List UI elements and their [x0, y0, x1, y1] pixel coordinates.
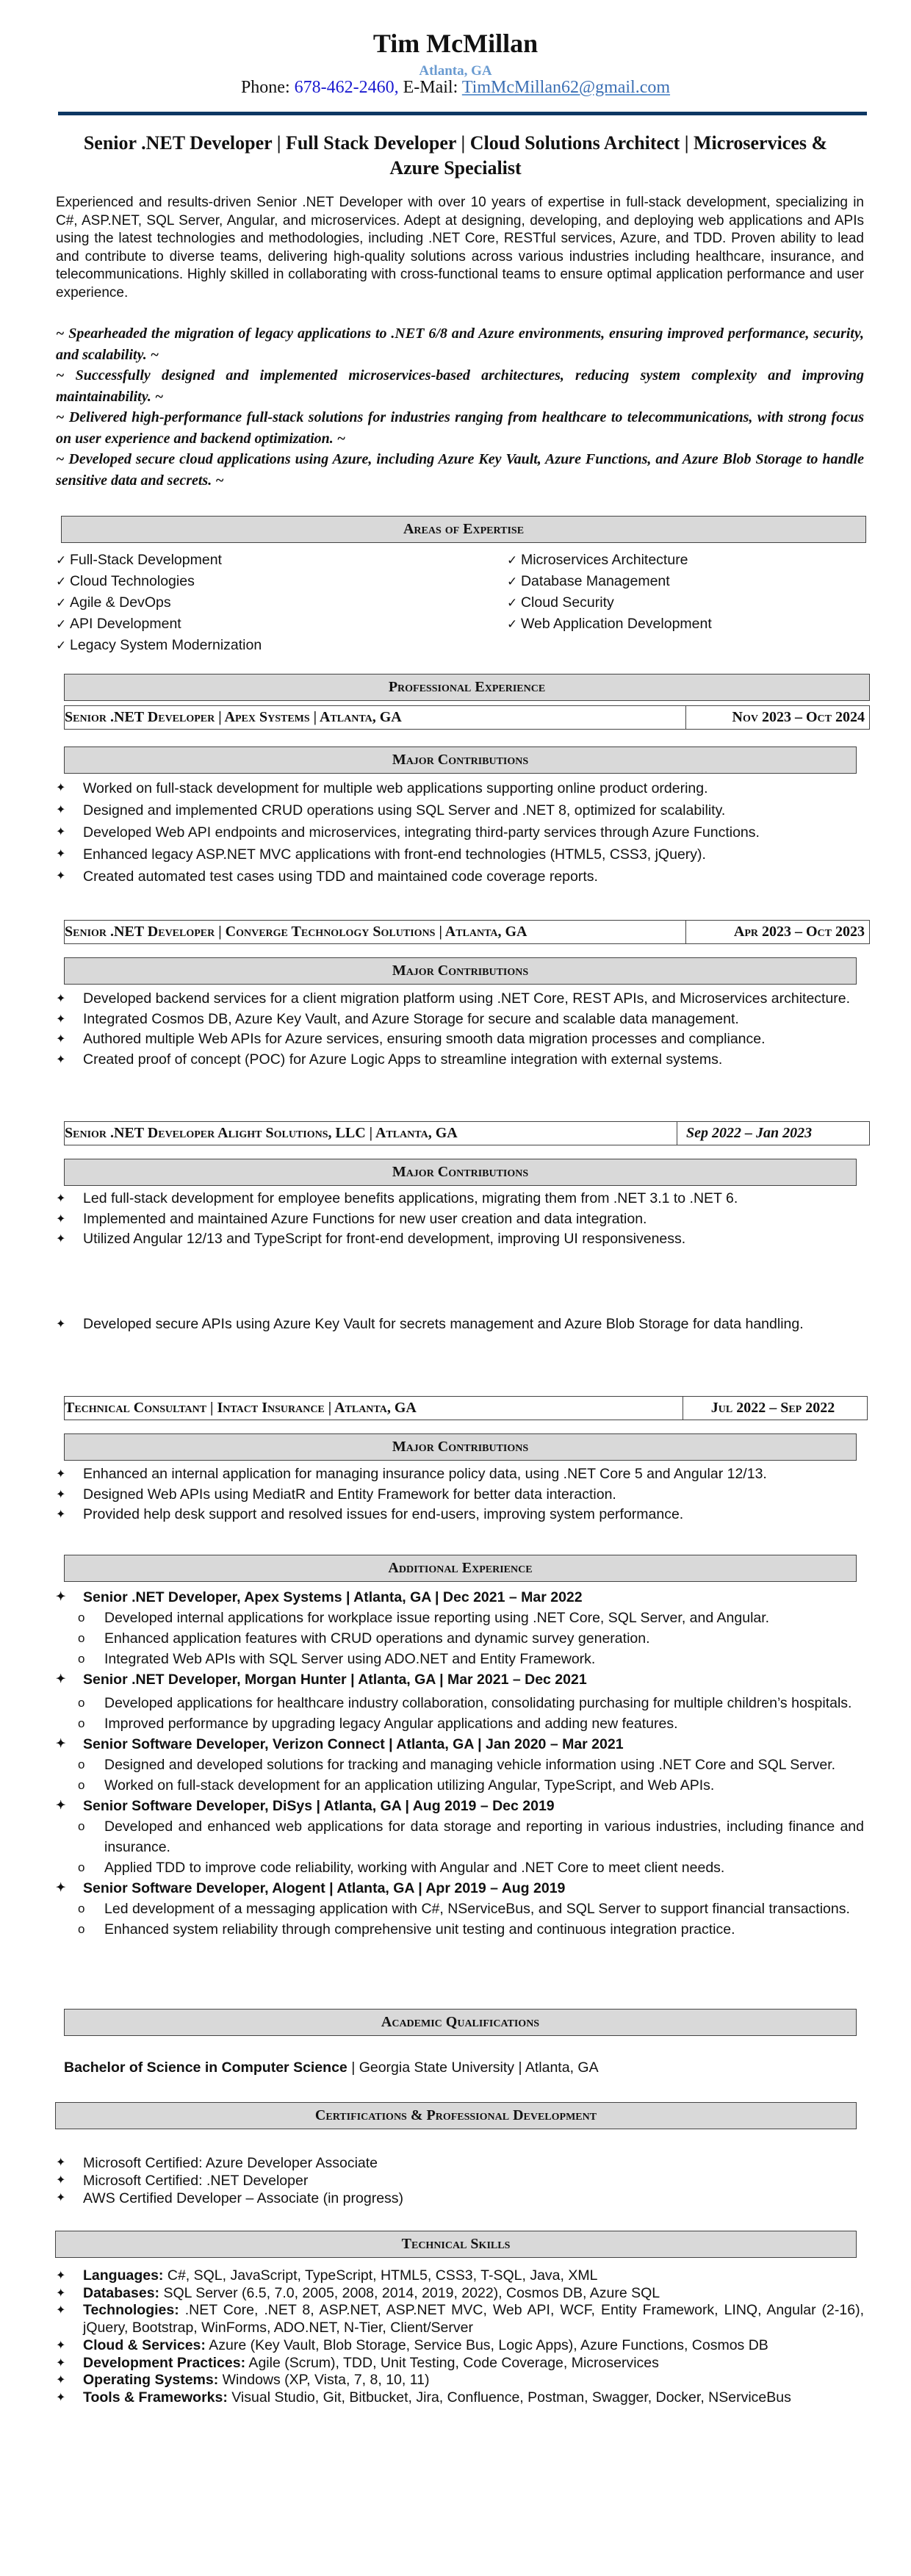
- role-item: o Integrated Web APIs with SQL Server using ADO.NET and Entity Framework.: [56, 1649, 864, 1669]
- certification-list: [56, 2154, 864, 2207]
- expertise-item: ✓ Full-Stack Development: [56, 550, 262, 571]
- skill-label: Technologies:: [83, 2302, 179, 2319]
- skill-value: SQL Server (6.5, 7.0, 2005, 2008, 2014, 2019, 2022), Cosmos DB, Azure SQL: [159, 2284, 660, 2301]
- bullet-item: ✦ Worked on full-stack development for multiple web applications supporting online product ordering.: [56, 777, 864, 799]
- bullet-item: ✦ Enhanced an internal application for managing insurance policy data, using .NET Core 5 and Angular 12/13.: [56, 1464, 864, 1485]
- expertise-item: ✓ Legacy System Modernization: [56, 635, 262, 656]
- job-title: Senior .NET Developer Alight Solutions, LLC | Atlanta, GA: [65, 1122, 677, 1145]
- highlight-item: ~ Delivered high-performance full-stack solutions for industries ranging from healthcare to telecommunications, with strong focus on user experience and backend optimization. ~: [56, 409, 864, 447]
- skill-item: [56, 2389, 864, 2407]
- school-info: | Georgia State University | Atlanta, GA: [347, 2059, 599, 2076]
- role-item: o Developed internal applications for workplace issue reporting using .NET Core, SQL Server, and Angular.: [56, 1608, 864, 1628]
- section-header-academic: Academic Qualifications: [64, 2009, 857, 2036]
- professional-headline: Senior .NET Developer | Full Stack Developer | Cloud Solutions Architect | Microservices & Azure Specialist: [83, 132, 828, 179]
- role-item: o Improved performance by upgrading legacy Angular applications and adding new features.: [56, 1713, 864, 1734]
- section-header-skills: Technical Skills: [55, 2231, 857, 2258]
- job-dates: Apr 2023 – Oct 2023: [733, 924, 865, 940]
- bullet-item: ✦ Utilized Angular 12/13 and TypeScript for front-end development, improving UI responsiveness.: [56, 1229, 864, 1250]
- header-divider: [58, 112, 867, 115]
- expertise-item: ✓ Agile & DevOps: [56, 592, 262, 614]
- education-entry: [64, 2059, 599, 2076]
- role-item: o Enhanced application features with CRUD operations and dynamic survey generation.: [56, 1628, 864, 1649]
- contact-line: [0, 78, 911, 98]
- bullet-item: ✦ Provided help desk support and resolved issues for end-users, improving system performance.: [56, 1505, 864, 1525]
- role-heading: ✦ Senior .NET Developer, Morgan Hunter | Atlanta, GA | Mar 2021 – Dec 2021: [56, 1669, 864, 1690]
- skill-value: Agile (Scrum), TDD, Unit Testing, Code Coverage, Microservices: [245, 2354, 659, 2371]
- expertise-list-left: [56, 550, 262, 656]
- bullet-item: ✦ Integrated Cosmos DB, Azure Key Vault, and Azure Storage for secure and scalable data management.: [56, 1010, 864, 1030]
- section-header-expertise: Areas of Expertise: [61, 516, 866, 543]
- skill-item: [56, 2302, 864, 2336]
- bullet-item: ✦ Designed and implemented CRUD operations using SQL Server and .NET 8, optimized for scalability.: [56, 799, 864, 821]
- certification-item: ✦ AWS Certified Developer – Associate (in progress): [56, 2190, 864, 2207]
- skill-label: Tools & Frameworks:: [83, 2389, 228, 2406]
- skill-item: [56, 2355, 864, 2372]
- skill-item: [56, 2337, 864, 2355]
- section-header-contributions: Major Contributions: [64, 957, 857, 985]
- bullet-item: ✦ Authored multiple Web APIs for Azure services, ensuring smooth data migration processes and compliance.: [56, 1029, 864, 1050]
- skill-label: Operating Systems:: [83, 2372, 219, 2389]
- expertise-list-right: [507, 550, 712, 635]
- skill-label: Databases:: [83, 2284, 160, 2301]
- skill-value: .NET Core, .NET 8, ASP.NET, ASP.NET MVC, Web API, WCF, Entity Framework, LINQ, Angular (2-16), jQuery, Bootstrap, WinForms, ADO.NET, N-Tier, Client/Server: [83, 2302, 864, 2336]
- job-header: [64, 920, 870, 944]
- skill-item: [56, 2285, 864, 2303]
- highlight-item: ~ Spearheaded the migration of legacy applications to .NET 6/8 and Azure environments, ensuring improved performance, security, and scalability. ~: [56, 325, 864, 363]
- certification-item: ✦ Microsoft Certified: Azure Developer Associate: [56, 2154, 864, 2172]
- skill-label: Cloud & Services:: [83, 2336, 206, 2353]
- role-item: o Developed applications for healthcare industry collaboration, consolidating purchasing for multiple children’s hospitals.: [56, 1693, 864, 1713]
- skill-label: Development Practices:: [83, 2354, 246, 2371]
- role-heading: ✦ Senior Software Developer, Verizon Connect | Atlanta, GA | Jan 2020 – Mar 2021: [56, 1734, 864, 1755]
- role-heading: ✦ Senior Software Developer, Alogent | Atlanta, GA | Apr 2019 – Aug 2019: [56, 1878, 864, 1899]
- additional-roles: [56, 1587, 864, 1940]
- job-bullets: [56, 777, 864, 888]
- job-dates: Jul 2022 – Sep 2022: [710, 1400, 835, 1416]
- bullet-item: ✦ Created proof of concept (POC) for Azure Logic Apps to streamline integration with external systems.: [56, 1050, 864, 1071]
- skills-list: [56, 2267, 864, 2407]
- certification-item: ✦ Microsoft Certified: .NET Developer: [56, 2172, 864, 2190]
- highlight-item: ~ Successfully designed and implemented microservices-based architectures, reducing system complexity and improving maintainability. ~: [56, 367, 864, 405]
- email-link[interactable]: TimMcMillan62@gmail.com: [461, 78, 671, 97]
- section-header-experience: Professional Experience: [64, 674, 870, 701]
- bullet-item: ✦ Created automated test cases using TDD and maintained code coverage reports.: [56, 866, 864, 888]
- bullet-item: ✦ Developed backend services for a client migration platform using .NET Core, REST APIs, and Microservices architecture.: [56, 989, 864, 1010]
- expertise-item: ✓ Web Application Development: [507, 614, 712, 635]
- role-item: o Worked on full-stack development for an application utilizing Angular, TypeScript, and Web APIs.: [56, 1775, 864, 1796]
- degree: Bachelor of Science in Computer Science: [64, 2059, 348, 2076]
- skill-value: C#, SQL, JavaScript, TypeScript, HTML5, CSS3, T-SQL, Java, XML: [163, 2267, 598, 2284]
- bullet-item: ✦ Developed secure APIs using Azure Key Vault for secrets management and Azure Blob Storage for data handling.: [56, 1314, 864, 1335]
- candidate-name: Tim McMillan: [372, 29, 539, 58]
- section-header-contributions: Major Contributions: [64, 1159, 857, 1186]
- job-bullets: [56, 989, 864, 1070]
- expertise-item: ✓ Cloud Technologies: [56, 571, 262, 592]
- section-header-contributions: Major Contributions: [64, 1433, 857, 1461]
- section-header-additional: Additional Experience: [64, 1555, 857, 1582]
- skill-label: Languages:: [83, 2267, 164, 2284]
- job-title: Technical Consultant | Intact Insurance | Atlanta, GA: [65, 1397, 683, 1420]
- job-header: [64, 1396, 868, 1420]
- expertise-item: ✓ Database Management: [507, 571, 712, 592]
- expertise-item: ✓ Microservices Architecture: [507, 550, 712, 571]
- bullet-item: ✦ Enhanced legacy ASP.NET MVC applications with front-end technologies (HTML5, CSS3, jQuery).: [56, 843, 864, 866]
- job-dates: Sep 2022 – Jan 2023: [686, 1125, 813, 1141]
- highlight-item: ~ Developed secure cloud applications using Azure, including Azure Key Vault, Azure Functions, and Azure Blob Storage to handle sensitive data and secrets. ~: [56, 451, 864, 489]
- job-dates: Nov 2023 – Oct 2024: [732, 709, 865, 725]
- section-header-contributions: Major Contributions: [64, 746, 857, 774]
- skill-item: [56, 2372, 864, 2389]
- role-item: o Developed and enhanced web applications for data storage and reporting in various industries, including finance and insurance.: [56, 1816, 864, 1857]
- phone-number[interactable]: 678-462-2460,: [294, 78, 399, 97]
- bullet-item: ✦ Implemented and maintained Azure Functions for new user creation and data integration.: [56, 1209, 864, 1230]
- role-item: o Applied TDD to improve code reliability, working with Angular and .NET Core to meet client needs.: [56, 1857, 864, 1878]
- job-header: [64, 1121, 870, 1145]
- career-highlights: [56, 323, 864, 491]
- bullet-item: ✦ Developed Web API endpoints and microservices, integrating third-party services through Azure Functions.: [56, 821, 864, 843]
- role-item: o Enhanced system reliability through comprehensive unit testing and continuous integration practice.: [56, 1919, 864, 1940]
- skill-value: Azure (Key Vault, Blob Storage, Service Bus, Logic Apps), Azure Functions, Cosmos DB: [205, 2336, 768, 2353]
- bullet-item: ✦ Led full-stack development for employee benefits applications, migrating them from .NET 3.1 to .NET 6.: [56, 1189, 864, 1209]
- skill-item: [56, 2267, 864, 2285]
- job-title: Senior .NET Developer | Apex Systems | Atlanta, GA: [65, 706, 686, 729]
- skill-value: Windows (XP, Vista, 7, 8, 10, 11): [218, 2372, 430, 2389]
- job-bullets: [56, 1464, 864, 1525]
- section-header-certifications: Certifications & Professional Development: [55, 2102, 857, 2129]
- skill-value: Visual Studio, Git, Bitbucket, Jira, Confluence, Postman, Swagger, Docker, NServiceBus: [227, 2389, 791, 2406]
- job-bullets: [56, 1189, 864, 1250]
- summary-paragraph: Experienced and results-driven Senior .NET Developer with over 10 years of expertise in full-stack development, specializing in C#, ASP.NET, SQL Server, Angular, and microservices. Adept at designing, developing, and deploying web applications and APIs using the latest technologies and methodologies, including .NET Core, RESTful services, Azure, and TDD. Proven ability to lead and contribute to diverse teams, delivering high-quality solutions across various industries including healthcare, insurance, and telecommunications. Highly skilled in collaborating with cross-functional teams to ensure optimal application performance and user experience.: [56, 195, 864, 301]
- expertise-item: ✓ Cloud Security: [507, 592, 712, 614]
- job-header: [64, 705, 870, 730]
- role-item: o Led development of a messaging application with C#, NServiceBus, and SQL Server to support financial transactions.: [56, 1899, 864, 1919]
- email-label: E-Mail:: [398, 78, 462, 97]
- role-heading: ✦ Senior Software Developer, DiSys | Atlanta, GA | Aug 2019 – Dec 2019: [56, 1796, 864, 1816]
- role-heading: ✦ Senior .NET Developer, Apex Systems | Atlanta, GA | Dec 2021 – Mar 2022: [56, 1587, 864, 1608]
- bullet-item: ✦ Designed Web APIs using MediatR and Entity Framework for better data interaction.: [56, 1485, 864, 1505]
- phone-label: Phone:: [240, 78, 295, 97]
- job-bullets: [56, 1314, 864, 1335]
- job-title: Senior .NET Developer | Converge Technology Solutions | Atlanta, GA: [65, 921, 686, 943]
- role-item: o Designed and developed solutions for tracking and managing vehicle information using .NET Core and SQL Server.: [56, 1755, 864, 1775]
- candidate-location: Atlanta, GA: [419, 63, 492, 79]
- expertise-item: ✓ API Development: [56, 614, 262, 635]
